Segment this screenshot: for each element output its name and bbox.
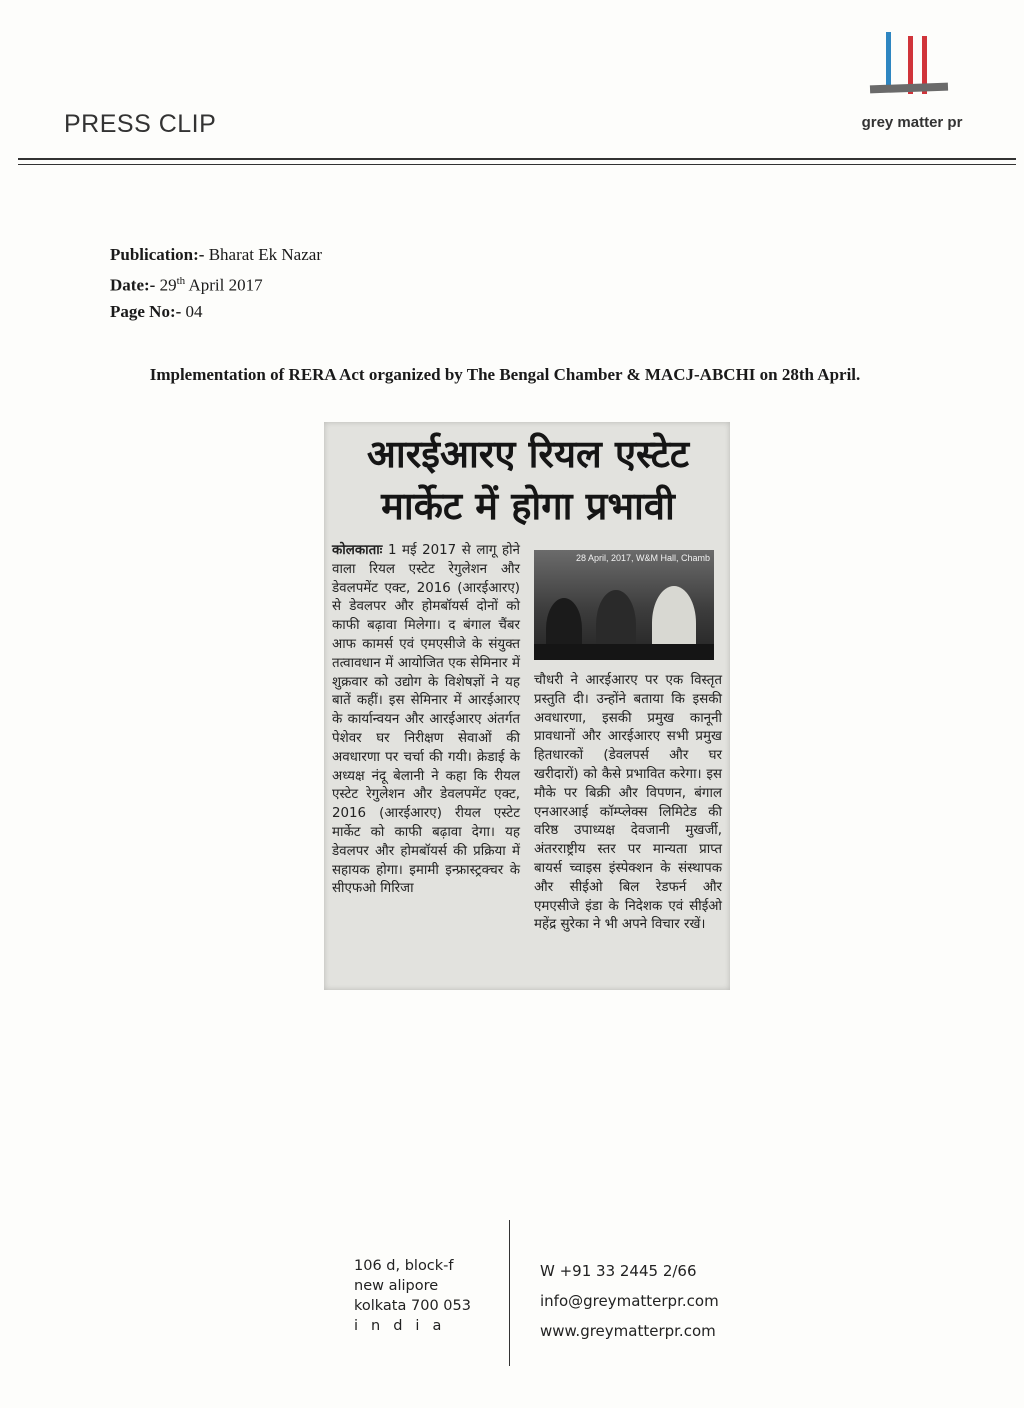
clipping-headline: आरईआरए रियल एस्टेट मार्केट में होगा प्रभावी: [366, 432, 690, 528]
date-label: Date:-: [110, 275, 156, 295]
date-line: [110, 268, 322, 299]
footer-phone: W +91 33 2445 2/66: [540, 1262, 697, 1280]
page-value: 04: [185, 301, 203, 321]
logo-text: grey matter pr: [861, 114, 963, 131]
clipping-dateline: कोलकाताः: [332, 543, 383, 558]
header-rule: [18, 158, 1016, 160]
address-line: new alipore: [354, 1278, 439, 1294]
publication-label: Publication:-: [110, 245, 205, 264]
clipping-left-column: [332, 542, 520, 899]
photo-caption: 28 April, 2017, W&M Hall, Chamb: [575, 553, 710, 563]
date-suffix: th: [176, 275, 186, 287]
press-clip-title: PRESS CLIP: [64, 110, 217, 138]
publication-value: Bharat Ek Nazar: [208, 245, 322, 264]
footer-divider: [509, 1220, 510, 1366]
clipping-left-text: 1 मई 2017 से लागू होने वाला रियल एस्टेट रेगुलेशन और डेवलपमेंट एक्ट, 2016 (आरईआरए) से डेवलपर और होमबॉयर्स दोनों को काफी बढ़ावा मिलेगा। द बंगाल चैंबर आफ कामर्स एवं एमएसीजे के संयुक्त तत्वावधान में आयोजित एक सेमिनार में शुक्रवार को उद्योग के विशेषज्ञों ने यह बातें कहीं। इस सेमिनार में आरईआरए के कार्यान्वयन और आरईआरए अंतर्गत पेशेवर घर निरीक्षण सेवाओं की अवधारणा पर चर्चा की गयी। क्रेडाई के अध्यक्ष नंदू बेलानी ने कहा कि रीयल एस्टेट रेगुलेशन और डेवलपमेंट एक्ट, 2016 (आरईआरए) रीयल एस्टेट मार्केट को काफी बढ़ावा देगा। यह डेवलपर और होमबॉयर्स की प्रक्रिया में सहायक होगा। इमामी इन्फ्रास्ट्रक्चर के सीएफओ गिरिजा: [332, 543, 520, 897]
photo-table: [534, 644, 714, 660]
clip-headline: Implementation of RERA Act organized by The Bengal Chamber & MACJ-ABCHI on 28th April.: [149, 365, 861, 384]
event-photo: [534, 550, 714, 660]
footer-email: info@greymatterpr.com: [540, 1292, 719, 1310]
page-line: [110, 299, 322, 325]
page-label: Page No:-: [110, 301, 182, 321]
address-line: india: [354, 1318, 455, 1334]
publication-line: [110, 242, 322, 268]
date-day: 29: [159, 275, 177, 295]
clipping-right-column: चौधरी ने आरईआरए पर एक विस्तृत प्रस्तुति दी। उन्होंने बताया कि इसकी अवधारणा, इसकी प्रमुख कानूनी प्रावधानों और आरईआरए सभी प्रमुख हितधारकों (डेवलपर्स और घर खरीदारों) को कैसे प्रभावित करेगा। इस मौके पर बिक्री और विपणन, बंगाल एनआरआई कॉम्प्लेक्स लिमिटेड की वरिष्ठ उपाध्यक्ष देवजानी मुखर्जी, अंतरराष्ट्रीय स्तर पर मान्यता प्राप्त बायर्स च्वाइस इंस्पेक्शन के संस्थापक और सीईओ बिल रेडफर्न और एमएसीजे इंडा के निदेशक एवं सीईओ महेंद्र सुरेका ने भी अपने विचार रखें।: [534, 673, 722, 933]
date-rest: April 2017: [188, 275, 263, 295]
footer-contact: [540, 1256, 719, 1346]
footer-website: www.greymatterpr.com: [540, 1322, 716, 1340]
header-rule-thin: [18, 164, 1016, 165]
address-line: kolkata 700 053: [354, 1298, 471, 1314]
clip-metadata: [110, 242, 322, 325]
footer-address: [354, 1256, 484, 1336]
address-line: 106 d, block-f: [354, 1258, 454, 1274]
newspaper-clipping: [324, 422, 730, 990]
